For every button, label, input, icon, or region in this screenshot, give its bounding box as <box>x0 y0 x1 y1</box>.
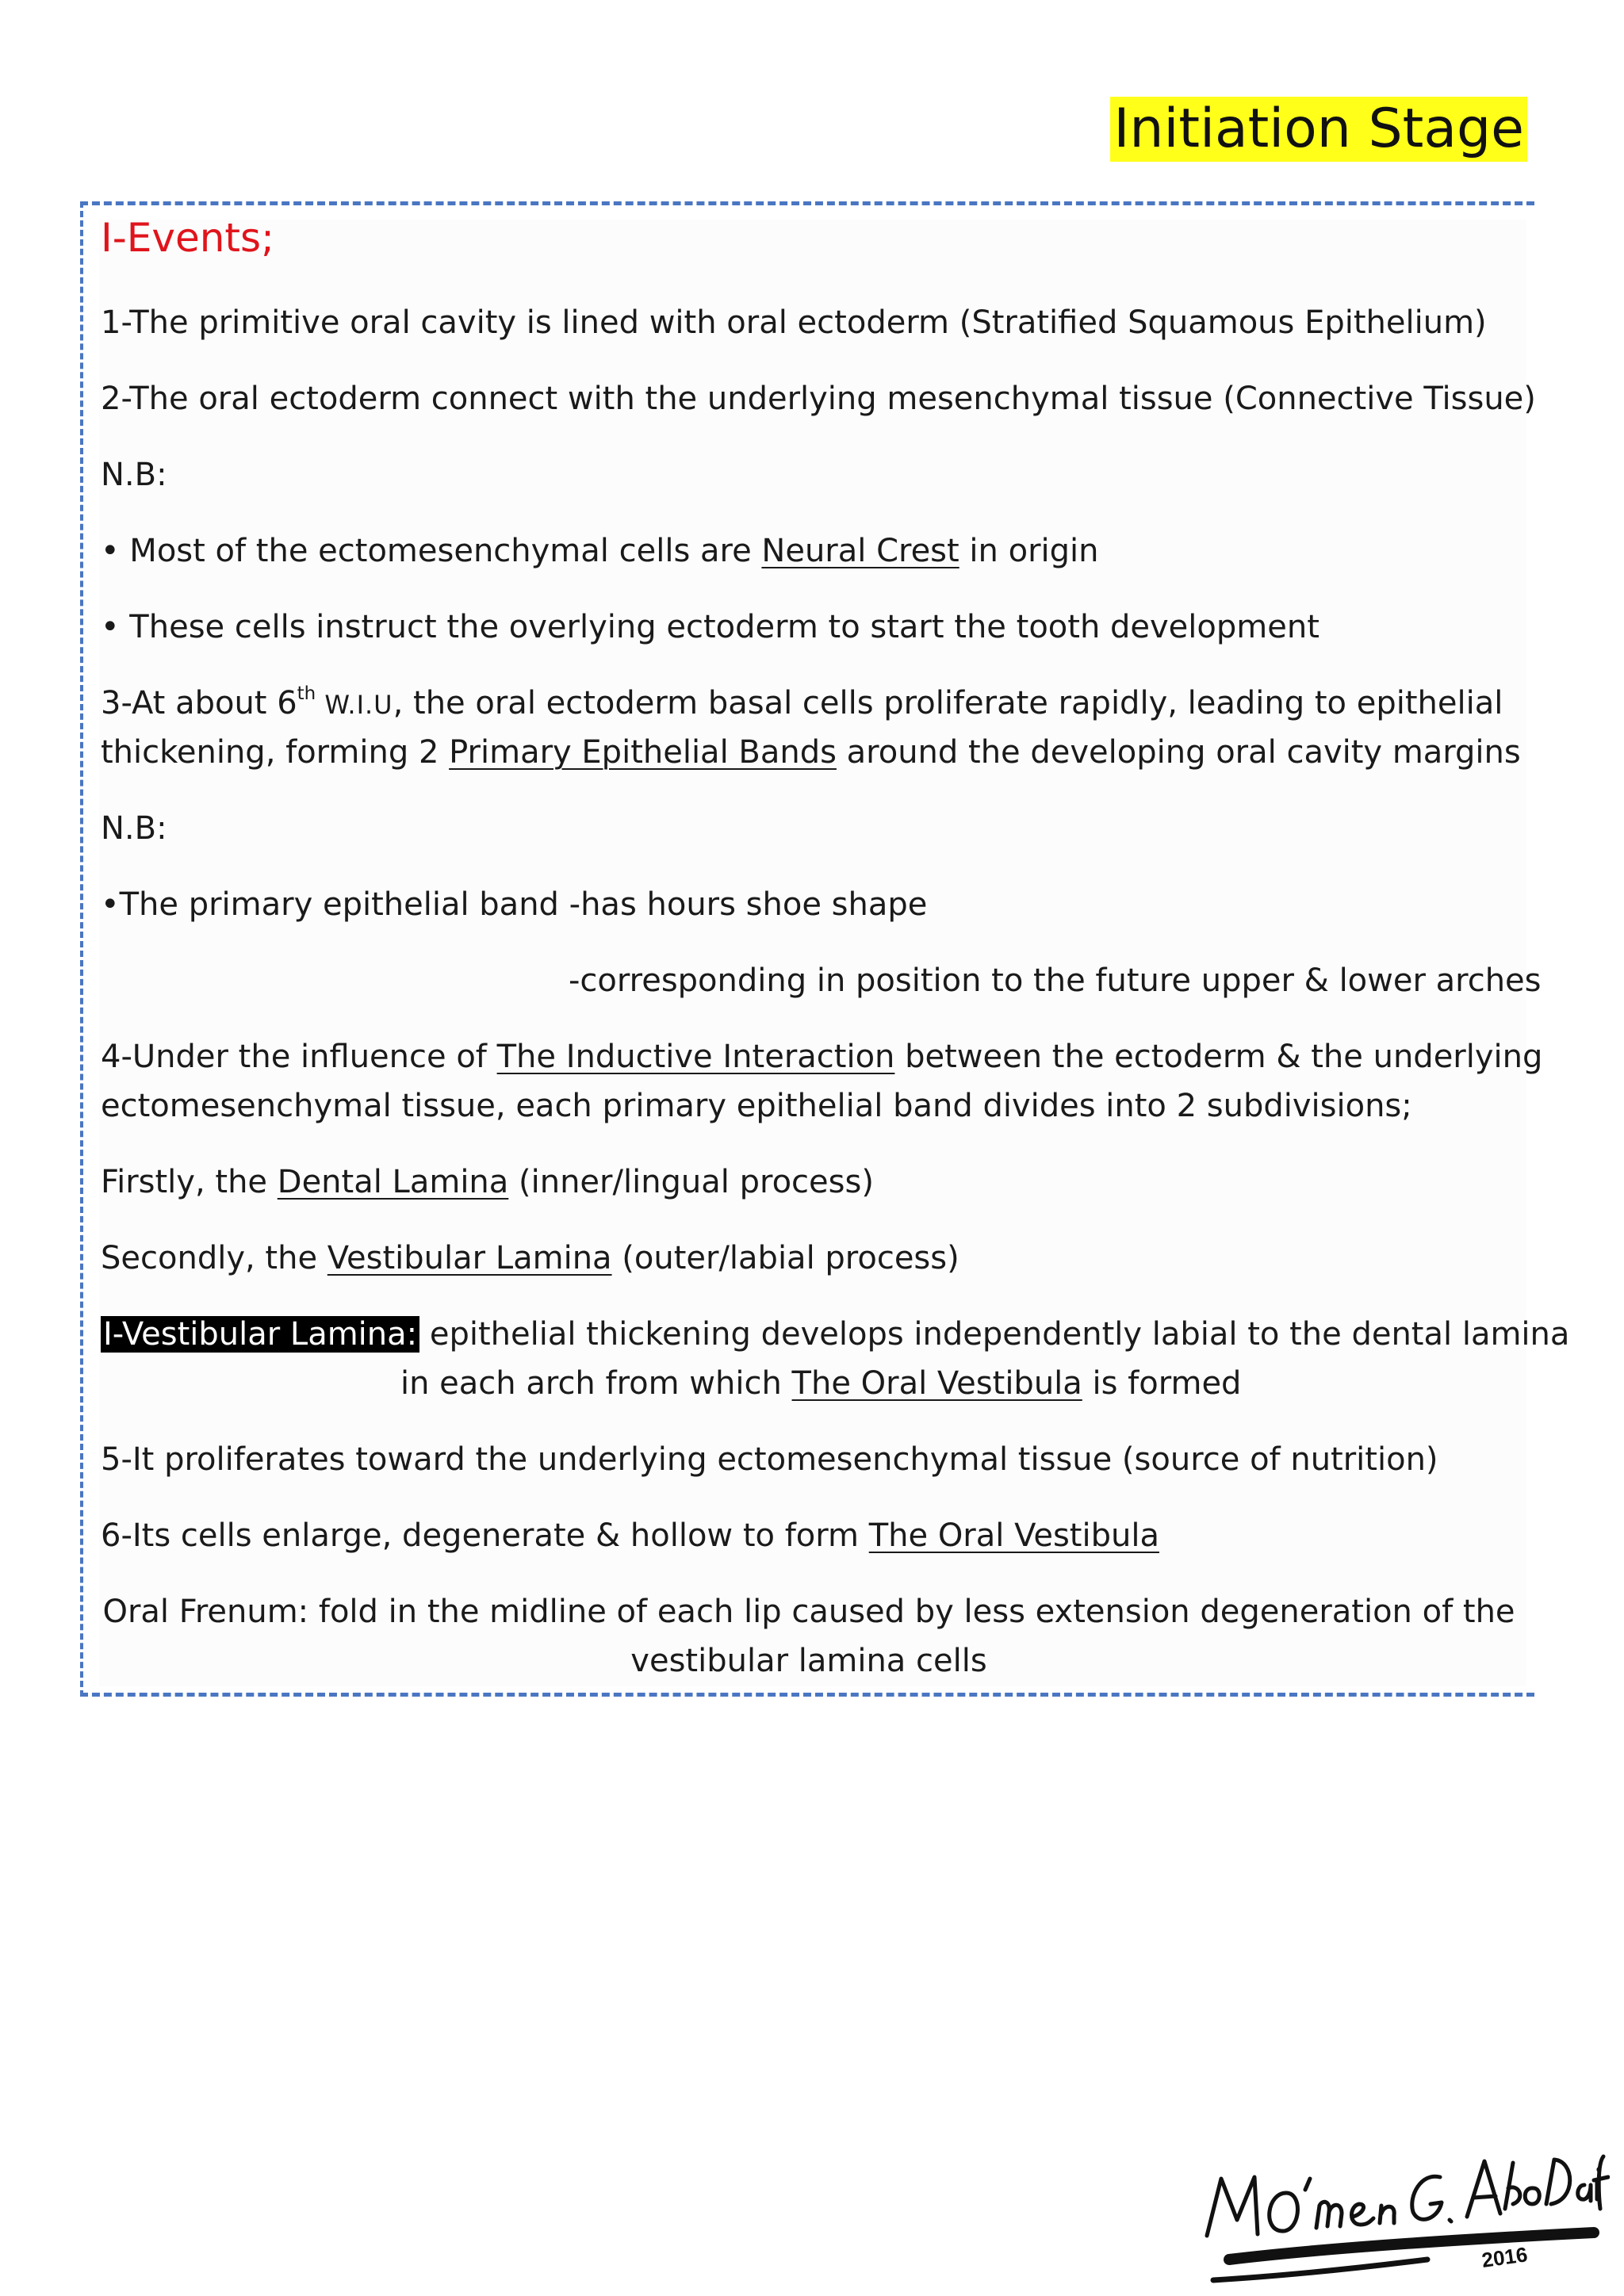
vestibular-lamina-cont: in each arch from which The Oral Vestibula is formed <box>400 1365 1242 1402</box>
paragraph-3: 3-At about 6th W.I.U, the oral ectoderm basal cells proliferate rapidly, leading to epithelial <box>101 683 1503 721</box>
frenum-line-1: Oral Frenum: fold in the midline of each lip caused by less extension degeneration of the <box>102 1594 1515 1630</box>
firstly-line: Firstly, the Dental Lamina (inner/lingual process) <box>101 1164 874 1200</box>
paragraph-5: 5-It proliferates toward the underlying ectomesenchymal tissue (source of nutrition) <box>101 1441 1438 1478</box>
nb-label-1: N.B: <box>101 457 167 493</box>
paragraph-2: 2-The oral ectoderm connect with the underlying mesenchymal tissue (Connective Tissue) <box>101 381 1536 417</box>
paragraph-3-cont: thickening, forming 2 Primary Epithelial Bands around the developing oral cavity margins <box>101 734 1521 771</box>
bullet-3: •The primary epithelial band -has hours shoe shape <box>101 886 928 923</box>
paragraph-6: 6-Its cells enlarge, degenerate & hollow to form The Oral Vestibula <box>101 1517 1159 1554</box>
vestibular-lamina-line: I-Vestibular Lamina: epithelial thickening develops independently labial to the dental lamina <box>101 1310 1569 1359</box>
section-heading: I-Events; <box>101 215 274 261</box>
svg-text:2016: 2016 <box>1480 2242 1530 2272</box>
paragraph-4-cont: ectomesenchymal tissue, each primary epithelial band divides into 2 subdivisions; <box>101 1088 1412 1124</box>
bullet-2: • These cells instruct the overlying ectoderm to start the tooth development <box>101 609 1320 645</box>
nb-label-2: N.B: <box>101 810 167 847</box>
frenum-line-2: vestibular lamina cells <box>630 1643 987 1679</box>
paragraph-1: 1-The primitive oral cavity is lined with oral ectoderm (Stratified Squamous Epithelium) <box>101 304 1487 341</box>
vestibular-lamina-label: I-Vestibular Lamina: <box>101 1316 419 1353</box>
bullet-3-cont: -corresponding in position to the future upper & lower arches <box>569 962 1542 999</box>
secondly-line: Secondly, the Vestibular Lamina (outer/labial process) <box>101 1240 959 1276</box>
events-box <box>80 201 1570 1697</box>
author-signature <box>1197 2141 1610 2291</box>
paragraph-4: 4-Under the influence of The Inductive Interaction between the ectoderm & the underlying <box>101 1039 1543 1075</box>
page-title: Initiation Stage <box>1110 97 1527 162</box>
bullet-1: • Most of the ectomesenchymal cells are Neural Crest in origin <box>101 533 1099 569</box>
